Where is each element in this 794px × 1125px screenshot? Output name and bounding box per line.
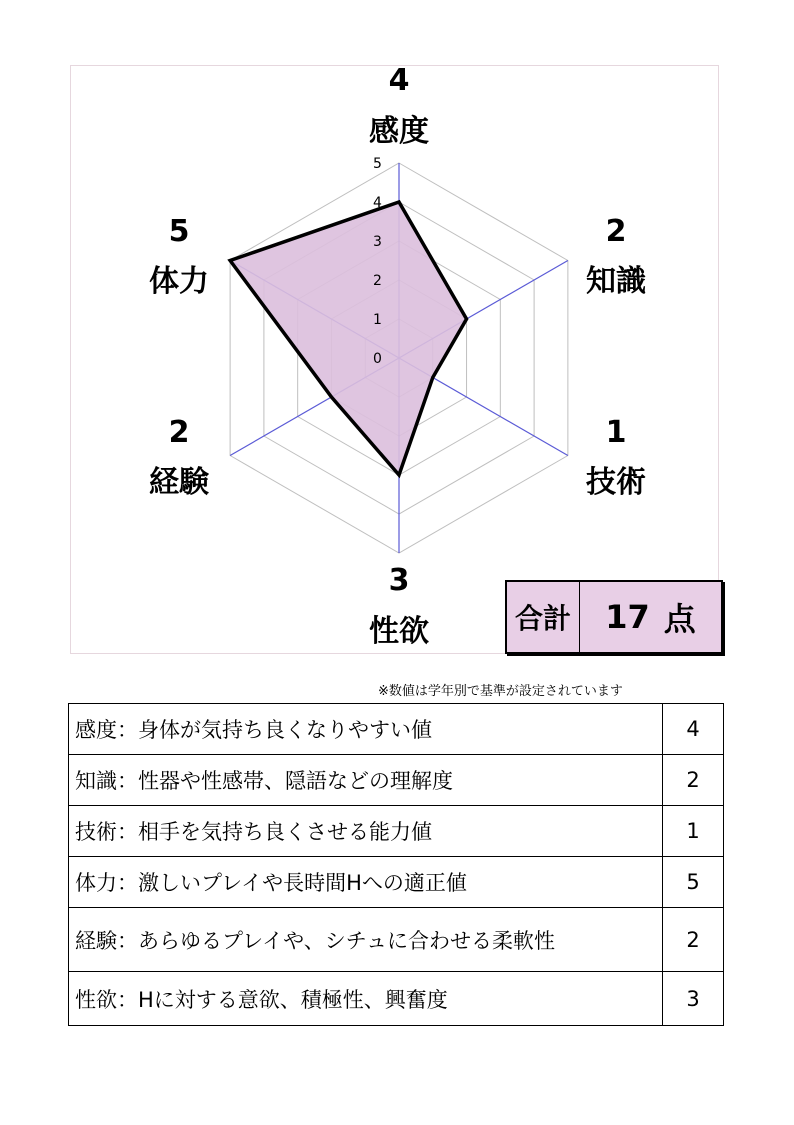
- table-row: [69, 857, 724, 908]
- axis-name-label: 経験: [149, 465, 209, 500]
- tick-label: 5: [373, 156, 382, 172]
- axis-name-label: 性欲: [369, 614, 429, 649]
- row-description: 感度：身体が気持ち良くなりやすい値: [69, 704, 663, 755]
- table-row: [69, 704, 724, 755]
- axis-value-label: 1: [605, 415, 627, 450]
- table-row: [69, 755, 724, 806]
- radar-chart-frame: [70, 65, 719, 654]
- row-value: 2: [663, 755, 724, 806]
- axis-value-label: 2: [605, 214, 627, 249]
- footnote: ※数値は学年別で基準が設定されています: [378, 684, 623, 699]
- table-row: [69, 972, 724, 1026]
- row-description: 知識：性器や性感帯、隠語などの理解度: [69, 755, 663, 806]
- tick-label: 0: [373, 351, 382, 367]
- row-value: 1: [663, 806, 724, 857]
- row-value: 4: [663, 704, 724, 755]
- total-label: 合計: [507, 582, 580, 652]
- row-value: 3: [663, 972, 724, 1026]
- total-unit: 点: [663, 600, 696, 638]
- axis-name-label: 感度: [369, 114, 429, 149]
- tick-label: 3: [373, 234, 382, 250]
- row-value: 2: [663, 908, 724, 972]
- axis-value-label: 5: [168, 214, 190, 249]
- tick-label: 1: [373, 312, 382, 328]
- table-row: [69, 908, 724, 972]
- total-value-cell: [580, 582, 721, 652]
- axis-name-label: 技術: [586, 465, 646, 500]
- axis-value-label: 2: [168, 415, 190, 450]
- radar-chart: [71, 66, 720, 655]
- total-score-box: [505, 580, 723, 654]
- row-description: 経験：あらゆるプレイや、シチュに合わせる柔軟性: [69, 908, 663, 972]
- row-value: 5: [663, 857, 724, 908]
- axis-value-label: 4: [388, 66, 410, 98]
- row-description: 技術：相手を気持ち良くさせる能力値: [69, 806, 663, 857]
- table-row: [69, 806, 724, 857]
- description-table: [68, 703, 724, 1026]
- axis-value-label: 3: [388, 563, 410, 598]
- row-description: 性欲：Hに対する意欲、積極性、興奮度: [69, 972, 663, 1026]
- tick-label: 4: [373, 195, 382, 211]
- row-description: 体力：激しいプレイや長時間Hへの適正値: [69, 857, 663, 908]
- axis-name-label: 体力: [149, 264, 209, 299]
- data-area: [230, 202, 466, 475]
- tick-label: 2: [373, 273, 382, 289]
- total-value: 17: [605, 598, 650, 636]
- axis-name-label: 知識: [586, 264, 646, 299]
